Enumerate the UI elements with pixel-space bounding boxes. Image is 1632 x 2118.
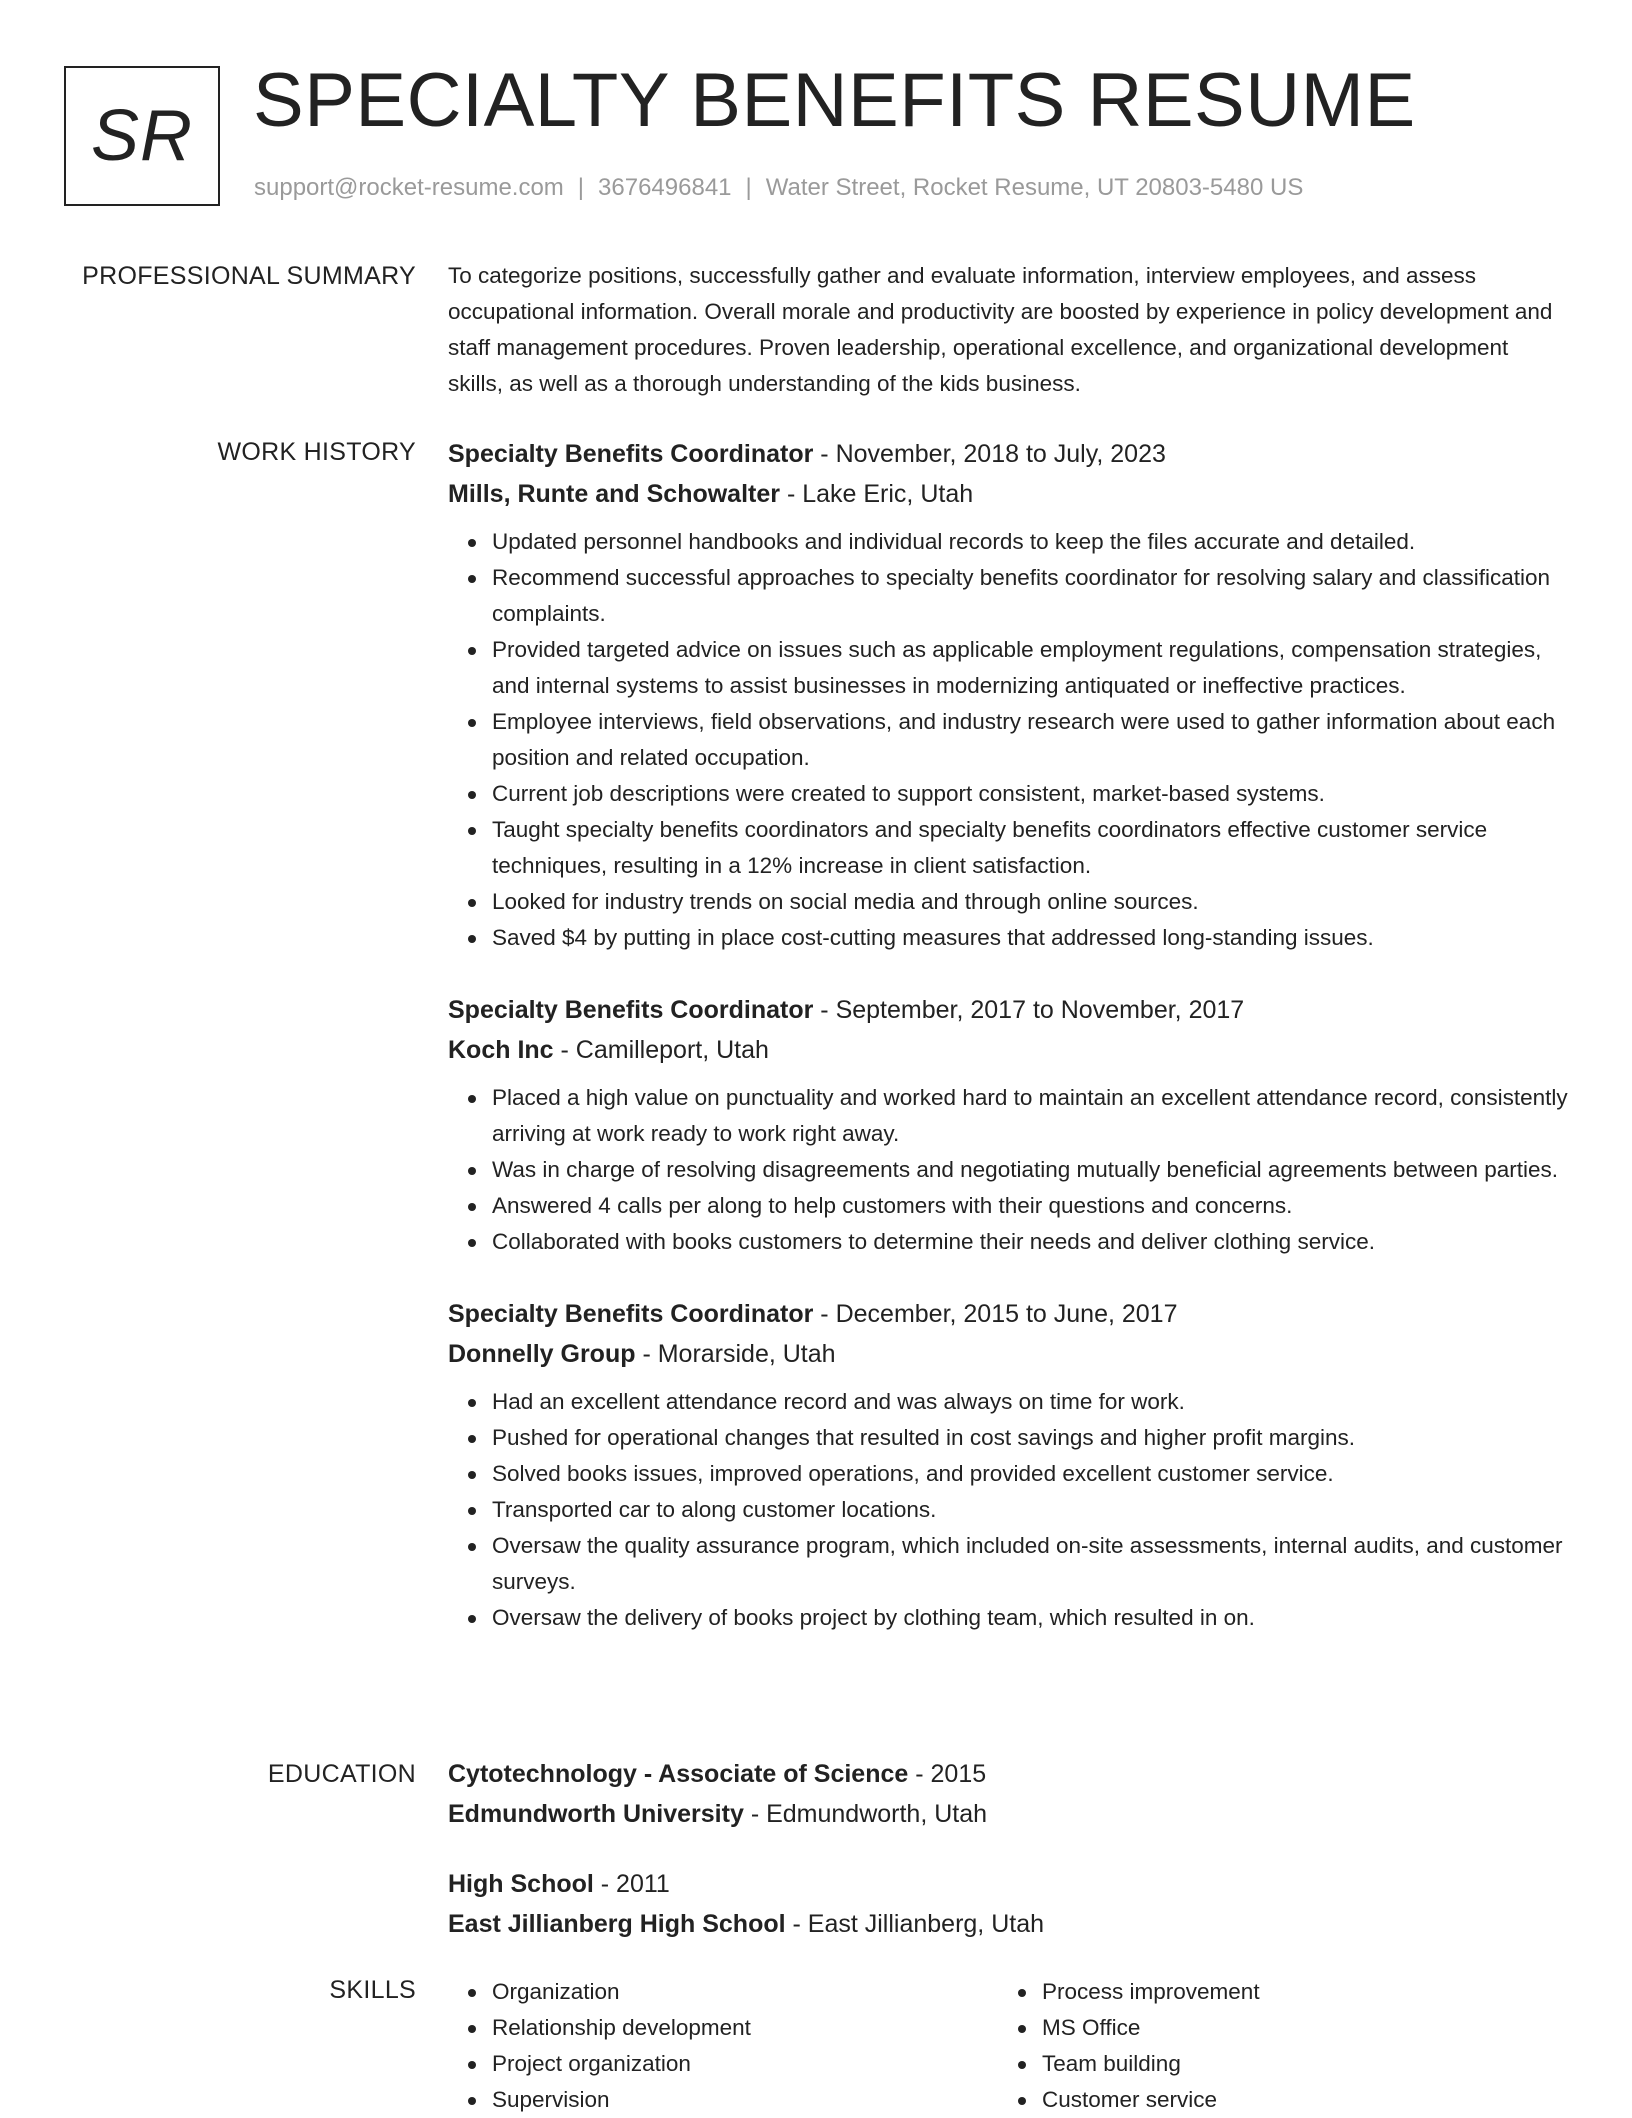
skill-item: Relationship development xyxy=(492,2010,998,2046)
skill-item: Supervision xyxy=(492,2082,998,2118)
job-bullet: Pushed for operational changes that resulted in cost savings and higher profit margins. xyxy=(492,1420,1568,1456)
skills-columns xyxy=(448,1974,1568,2118)
section-label-summary: PROFESSIONAL SUMMARY xyxy=(82,262,416,290)
skill-item: Organization xyxy=(492,1974,998,2010)
education-school: Edmundworth University xyxy=(448,1800,744,1828)
contact-separator: | xyxy=(577,174,585,201)
job-company: Koch Inc xyxy=(448,1036,554,1064)
job-bullet: Had an excellent attendance record and was always on time for work. xyxy=(492,1384,1568,1420)
job-company: Mills, Runte and Schowalter xyxy=(448,480,780,508)
job-title: Specialty Benefits Coordinator xyxy=(448,1300,814,1328)
contact-separator: | xyxy=(745,174,752,201)
education-location: - Edmundworth, Utah xyxy=(743,1800,988,1828)
skill-item: MS Office xyxy=(1042,2010,1548,2046)
job-title: Specialty Benefits Coordinator xyxy=(448,996,814,1024)
skills-list-right xyxy=(998,1974,1548,2118)
job-entry xyxy=(448,434,1568,956)
job-bullet: Current job descriptions were created to support consistent, market-based systems. xyxy=(492,776,1568,812)
job-bullet: Collaborated with books customers to determine their needs and deliver clothing service. xyxy=(492,1224,1568,1260)
education-location: - East Jillianberg, Utah xyxy=(785,1910,1045,1938)
section-label-skills: SKILLS xyxy=(329,1976,416,2004)
job-title-line xyxy=(448,434,1568,474)
job-company: Donnelly Group xyxy=(448,1340,636,1368)
job-bullet: Oversaw the delivery of books project by clothing team, which resulted in on. xyxy=(492,1600,1568,1636)
education-year: - 2011 xyxy=(593,1870,670,1898)
skill-item: Process improvement xyxy=(1042,1974,1548,2010)
job-bullet: Oversaw the quality assurance program, which included on-site assessments, internal audits, and customer surveys. xyxy=(492,1528,1568,1600)
contact-email[interactable]: support@rocket-resume.com xyxy=(254,174,564,201)
education-degree-line xyxy=(448,1754,1568,1794)
job-bullet: Provided targeted advice on issues such as applicable employment regulations, compensation strategies, and internal systems to assist businesses in modernizing antiquated or ineffective practices. xyxy=(492,632,1568,704)
job-entry xyxy=(448,1294,1568,1636)
job-bullets xyxy=(448,1384,1568,1636)
education-entry xyxy=(448,1754,1568,1834)
skill-item: Team building xyxy=(1042,2046,1548,2082)
skills-body xyxy=(448,1974,1568,2118)
job-dates: - December, 2015 to June, 2017 xyxy=(813,1300,1178,1328)
monogram-initials: SR xyxy=(90,96,194,176)
job-bullet: Taught specialty benefits coordinators and specialty benefits coordinators effective customer service techniques, resulting in a 12% increase in client satisfaction. xyxy=(492,812,1568,884)
job-dates: - November, 2018 to July, 2023 xyxy=(813,440,1166,468)
job-company-line xyxy=(448,474,1568,514)
skill-item: Customer service xyxy=(1042,2082,1548,2118)
job-entry xyxy=(448,990,1568,1260)
education-body xyxy=(448,1754,1568,1974)
job-location: - Lake Eric, Utah xyxy=(780,480,974,508)
work-history-body xyxy=(448,434,1568,1650)
job-bullets xyxy=(448,524,1568,956)
contact-address: Water Street, Rocket Resume, UT 20803-5480 US xyxy=(765,174,1304,201)
job-bullet: Was in charge of resolving disagreements and negotiating mutually beneficial agreements between parties. xyxy=(492,1152,1568,1188)
job-location: - Morarside, Utah xyxy=(635,1340,836,1368)
monogram-box xyxy=(64,66,220,206)
job-bullet: Answered 4 calls per along to help customers with their questions and concerns. xyxy=(492,1188,1568,1224)
education-entry xyxy=(448,1864,1568,1944)
skills-list-left xyxy=(448,1974,998,2118)
job-bullet: Placed a high value on punctuality and worked hard to maintain an excellent attendance record, consistently arriving at work ready to work right away. xyxy=(492,1080,1568,1152)
skill-item: Project organization xyxy=(492,2046,998,2082)
job-title-line xyxy=(448,1294,1568,1334)
education-degree: High School xyxy=(448,1870,594,1898)
job-location: - Camilleport, Utah xyxy=(553,1036,769,1064)
education-school-line xyxy=(448,1904,1568,1944)
education-school: East Jillianberg High School xyxy=(448,1910,786,1938)
section-label-work-history: WORK HISTORY xyxy=(217,438,416,466)
job-bullet: Recommend successful approaches to specialty benefits coordinator for resolving salary and classification complaints. xyxy=(492,560,1568,632)
job-bullet: Saved $4 by putting in place cost-cutting measures that addressed long-standing issues. xyxy=(492,920,1568,956)
education-school-line xyxy=(448,1794,1568,1834)
job-company-line xyxy=(448,1030,1568,1070)
job-dates: - September, 2017 to November, 2017 xyxy=(813,996,1245,1024)
job-company-line xyxy=(448,1334,1568,1374)
summary-text: To categorize positions, successfully gather and evaluate information, interview employees, and assess occupational information. Overall morale and productivity are boosted by experience in policy development and staff management procedures. Proven leadership, operational excellence, and organizational development skills, as well as a thorough understanding of the kids business. xyxy=(448,263,1553,396)
resume-title: SPECIALTY BENEFITS RESUME xyxy=(253,58,1416,143)
job-bullet: Looked for industry trends on social media and through online sources. xyxy=(492,884,1568,920)
job-bullet: Solved books issues, improved operations, and provided excellent customer service. xyxy=(492,1456,1568,1492)
contact-phone[interactable]: 3676496841 xyxy=(598,174,732,201)
section-label-education: EDUCATION xyxy=(267,1760,416,1788)
contact-line xyxy=(254,172,1303,204)
job-bullets xyxy=(448,1080,1568,1260)
education-degree-line xyxy=(448,1864,1568,1904)
job-bullet: Employee interviews, field observations, and industry research were used to gather information about each position and related occupation. xyxy=(492,704,1568,776)
education-year: - 2015 xyxy=(908,1760,987,1788)
job-title-line xyxy=(448,990,1568,1030)
education-degree: Cytotechnology - Associate of Science xyxy=(448,1760,909,1788)
job-title: Specialty Benefits Coordinator xyxy=(448,440,814,468)
job-bullet: Transported car to along customer locations. xyxy=(492,1492,1568,1528)
summary-body xyxy=(448,258,1568,402)
job-bullet: Updated personnel handbooks and individual records to keep the files accurate and detailed. xyxy=(492,524,1568,560)
